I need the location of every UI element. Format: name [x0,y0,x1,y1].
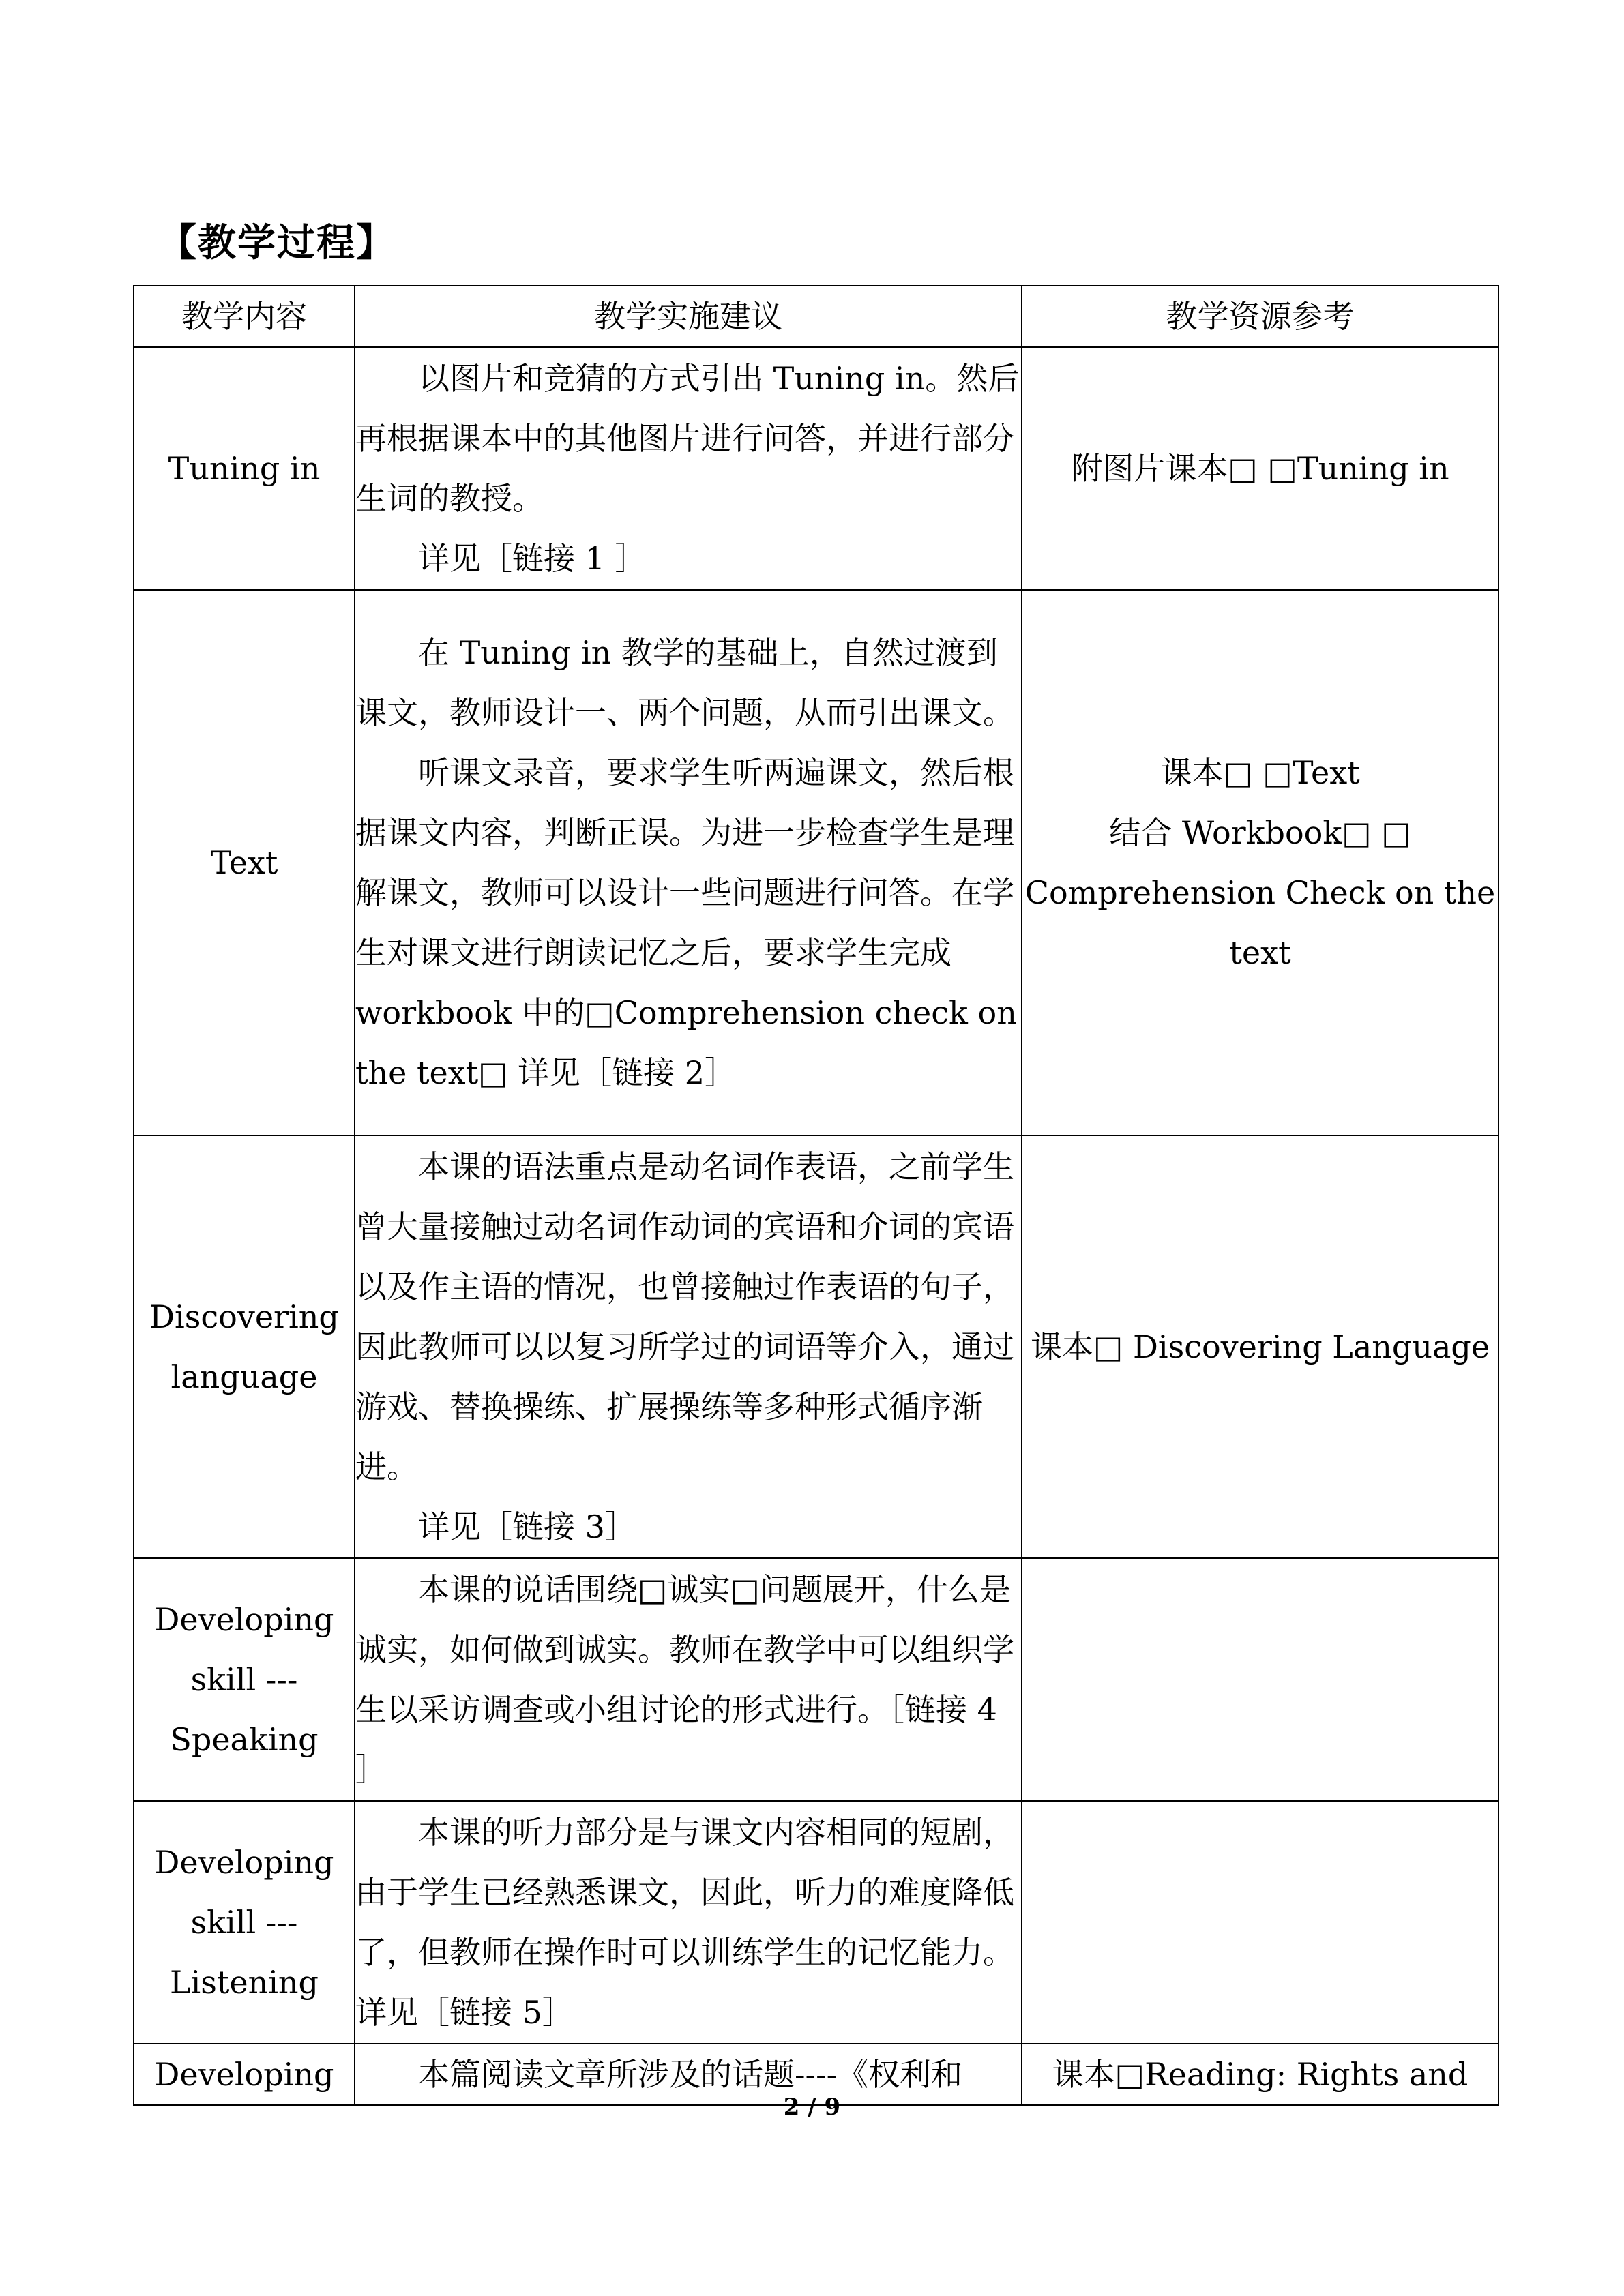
cell-resources [1022,347,1498,590]
cell-advice [355,1801,1022,2044]
content-line: skill --- [190,1661,298,1698]
content-line: Developing [154,2056,334,2093]
advice-paragraph: 本篇阅读文章所涉及的话题----《权利和 [418,2056,963,2093]
section-title: 【教学过程】 [158,221,396,265]
table-row [134,1135,1498,1558]
advice-paragraph: 听课文录音，要求学生听两遍课文，然后根据课文内容，判断正误。为进一步检查学生是理解课文，教师可以设计一些问题进行问答。在学生对课文进行朗读记忆之后，要求学生完成 workbook 中的□Comprehension check on the text□ 详见［链接 2］ [355,754,1017,1091]
cell-resources [1022,1558,1498,1801]
table-row [134,1558,1498,1801]
resource-line: 附图片课本□ □Tuning in [1071,450,1449,487]
advice-paragraph: 本课的语法重点是动名词作表语，之前学生曾大量接触过动名词作动词的宾语和介词的宾语以及作主语的情况，也曾接触过作表语的句子，因此教师可以以复习所学过的词语等介入，通过游戏、替换操练、扩展操练等多种形式循序渐进。 [355,1148,1014,1485]
resource-line: 结合 Workbook□ □ [1109,814,1411,851]
cell-content [134,1135,355,1558]
cell-content [134,1558,355,1801]
content-line: Developing [154,1844,334,1881]
header-advice: 教学实施建议 [355,286,1022,347]
resource-line: 课本□ Discovering Language [1030,1328,1490,1365]
advice-paragraph: 详见［链接 1 ］ [418,540,647,577]
content-line: language [171,1358,318,1395]
advice-paragraph: 本课的说话围绕□诚实□问题展开，什么是诚实，如何做到诚实。教师在教学中可以组织学生以采访调查或小组讨论的形式进行。［链接 4 ］ [355,1571,1014,1788]
table-row [134,590,1498,1135]
content-line: Speaking [170,1721,319,1758]
table-header-row [134,286,1498,347]
cell-advice [355,590,1022,1135]
content-line: Text [210,844,278,881]
header-content: 教学内容 [134,286,355,347]
content-line: Listening [170,1964,319,2001]
resource-line: Comprehension Check on the text [1024,874,1496,971]
advice-paragraph: 在 Tuning in 教学的基础上，自然过渡到课文，教师设计一、两个问题，从而引出课文。 [355,634,1014,731]
advice-paragraph: 以图片和竞猜的方式引出 Tuning in。然后再根据课本中的其他图片进行问答，并进行部分生词的教授。 [355,360,1020,517]
resource-line: 课本□ □Text [1160,754,1360,791]
cell-advice [355,347,1022,590]
header-resources: 教学资源参考 [1022,286,1498,347]
teaching-process-table [133,285,1499,2106]
advice-paragraph: 详见［链接 3］ [418,1508,636,1545]
cell-content [134,347,355,590]
cell-content [134,1801,355,2044]
cell-advice [355,1558,1022,1801]
advice-paragraph: 本课的听力部分是与课文内容相同的短剧，由于学生已经熟悉课文，因此，听力的难度降低了，但教师在操作时可以训练学生的记忆能力。详见［链接 5］ [355,1814,1014,2031]
content-line: Tuning in [168,450,321,487]
cell-resources [1022,1135,1498,1558]
cell-advice [355,1135,1022,1558]
page-number: 2 / 9 [783,2093,841,2121]
table-row [134,1801,1498,2044]
content-line: Developing [154,1601,334,1638]
content-line: skill --- [190,1904,298,1941]
cell-resources [1022,590,1498,1135]
cell-content [134,590,355,1135]
resource-line: 课本□Reading: Rights and [1052,2056,1468,2093]
content-line: Discovering [149,1298,339,1335]
cell-resources [1022,1801,1498,2044]
table-row [134,347,1498,590]
